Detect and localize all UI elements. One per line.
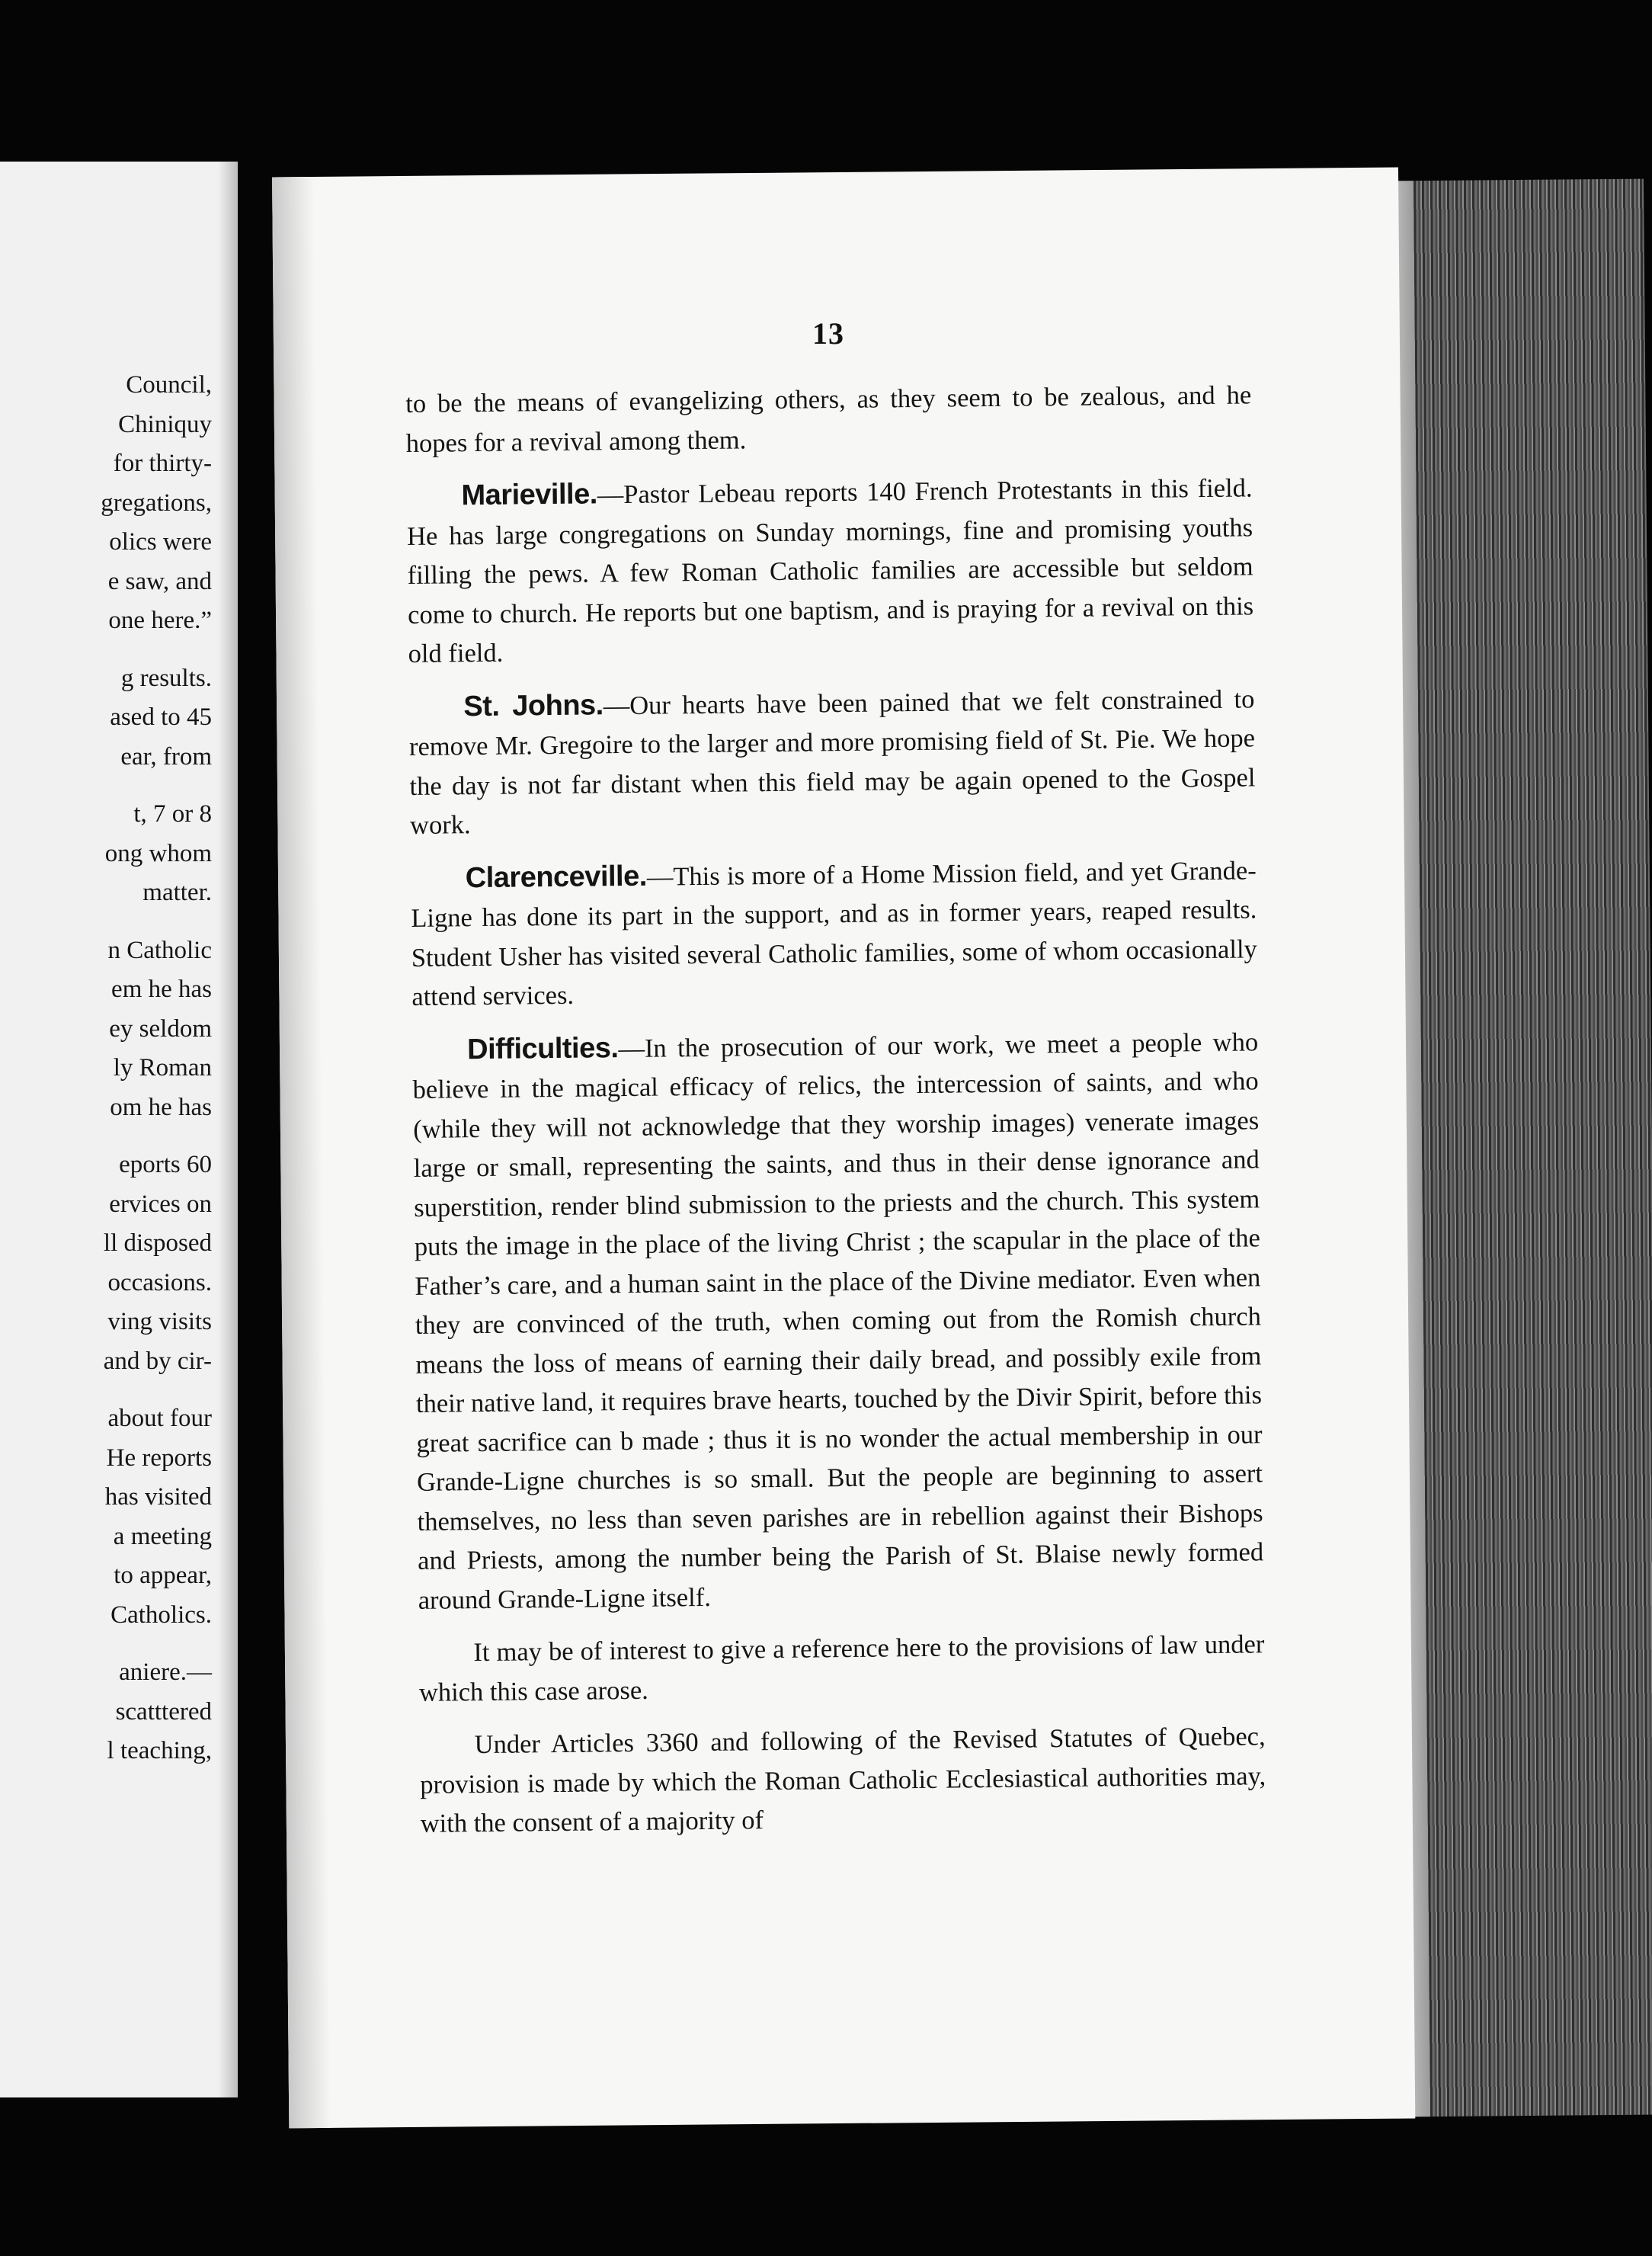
left-line: e saw, and xyxy=(107,567,212,595)
page-number: 13 xyxy=(812,316,844,351)
paragraph xyxy=(405,376,1252,463)
left-line: ased to 45 xyxy=(110,703,212,731)
left-line: n Catholic xyxy=(107,936,212,964)
left-line: scatttered xyxy=(115,1697,212,1726)
left-line: occasions. xyxy=(107,1268,212,1296)
left-page-text xyxy=(101,366,212,1771)
left-line: ly Roman xyxy=(113,1054,212,1082)
left-line: to appear, xyxy=(114,1562,212,1589)
left-line: one here.” xyxy=(108,607,212,634)
left-line: He reports xyxy=(106,1444,212,1472)
left-line: Council, xyxy=(126,371,212,399)
left-line: eports 60 xyxy=(119,1151,212,1178)
paragraph-text: —This is more of a Home Mission field, and yet Grande-Ligne has done its part in the support, and as in former years, reaped results. Student Usher has visited several Catholic families, some of whom occasionally attend services. xyxy=(411,855,1258,1011)
left-line: ll disposed xyxy=(103,1229,212,1257)
left-line: ey seldom xyxy=(109,1014,212,1043)
left-page-gutter xyxy=(218,162,238,2097)
right-page-gutter-shade xyxy=(272,177,331,2128)
left-line: for thirty- xyxy=(113,450,212,477)
left-line: om he has xyxy=(110,1093,212,1121)
left-line: t, 7 or 8 xyxy=(133,800,212,828)
paragraph-text: —Pastor Lebeau reports 140 French Protestants in this field. He has large congregations on Sunday mornings, fine and promising youths filling the pews. A few Roman Catholic families are accessible but seldom come to church. He reports but one baptism, and is praying for a revival on this old field. xyxy=(406,473,1254,668)
left-line: matter. xyxy=(142,879,212,906)
section-heading: Difficulties. xyxy=(466,1031,619,1066)
left-page xyxy=(0,162,238,2097)
paragraph xyxy=(419,1717,1266,1844)
left-line: l teaching, xyxy=(107,1737,212,1764)
section-heading: Clarenceville. xyxy=(465,860,648,894)
left-line: ear, from xyxy=(120,742,212,771)
paragraph-text: to be the means of evangelizing others, as they seem to be zealous, and he hopes for a revival among them. xyxy=(405,380,1252,458)
left-line: has visited xyxy=(104,1483,212,1511)
left-line: ving visits xyxy=(107,1308,212,1335)
left-line: gregations, xyxy=(101,489,212,517)
left-line: a meeting xyxy=(113,1522,212,1550)
paragraph-text: Under Articles 3360 and following of the Revised Statutes of Quebec, provision is made by which the Roman Catholic Ecclesiastical authorities may, with the consent of a majority of xyxy=(420,1722,1266,1838)
paragraph-text: —Our hearts have been pained that we felt constrained to remove Mr. Gregoire to the larger and more promising field of St. Pie. We hope the day is not far distant when this field may be again opened to the Gospel work. xyxy=(408,684,1256,840)
section-heading: Marieville. xyxy=(461,478,598,512)
left-line: Chiniquy xyxy=(118,410,212,438)
left-line: ervices on xyxy=(109,1190,212,1218)
left-line: em he has xyxy=(111,976,212,1003)
left-line: about four xyxy=(107,1405,212,1432)
left-line: Catholics. xyxy=(110,1601,212,1629)
book-page-edge xyxy=(1385,179,1652,2117)
left-line: olics were xyxy=(109,528,212,556)
paragraph-text: —In the prosecution of our work, we meet a people who believe in the magical efficacy of relics, the intercession of saints, and who (while they will not acknowledge that they worship images) venerate images large or small, representing the saints, and thus in their dense ignorance and superstition, render blind submission to the priests and the church. This system puts the image in the place of the living Christ ; the scapular in the place of the Father’s care, and a human saint in the place of the Divine mediator. Even when they are convinced of the truth, when coming out from the Romish church means the loss of means of earning their daily bread, and possibly exile from their native land, it requires brave hearts, touched by the Divir Spirit, before this great sacrifice can b made ; thus it is no wonder the actual membership in our Grande-Ligne churches is so small. But the people are beginning to assert themselves, no less than seven parishes are in rebellion against their Bishops and Priests, among the number being the Parish of St. Blaise newly formed around Grande-Ligne itself. xyxy=(412,1027,1264,1615)
section-heading: St. Johns. xyxy=(463,688,603,723)
page-body xyxy=(405,376,1266,1857)
left-line: g results. xyxy=(120,664,212,692)
paragraph xyxy=(418,1625,1265,1713)
paragraph-difficulties xyxy=(412,1022,1264,1620)
paragraph-clarenceville xyxy=(411,851,1258,1017)
paragraph-st-johns xyxy=(408,679,1256,846)
left-line-heading: aniere.— xyxy=(119,1658,212,1686)
paragraph-marieville xyxy=(406,468,1254,674)
left-line: and by cir- xyxy=(103,1347,212,1375)
left-line: ong whom xyxy=(104,839,212,867)
paragraph-text: It may be of interest to give a reference here to the provisions of law under which this case arose. xyxy=(418,1630,1265,1707)
